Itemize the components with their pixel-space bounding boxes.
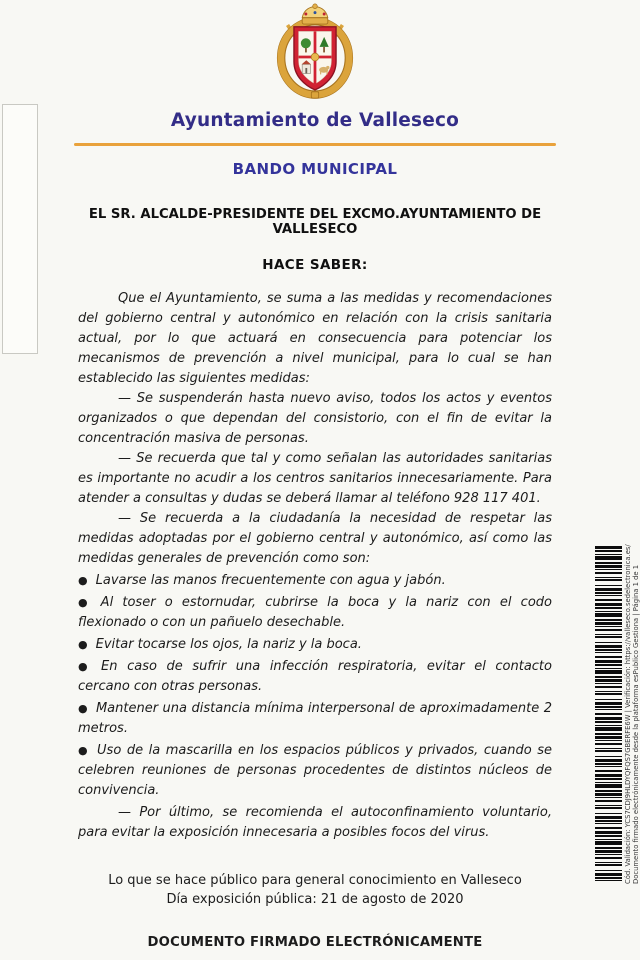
intro-paragraph: Que el Ayuntamiento, se suma a las medidas y recomendaciones del gobierno central y autonómico en relación con la crisis sanitaria actual, por lo que actuará en consecuencia para potenciar los mecanismos de prevención a nivel municipal, para lo cual se han establecido las siguientes medidas:: [78, 291, 552, 386]
bullet-text: En caso de sufrir una infección respiratoria, evitar el contacto cercano con otras personas.: [78, 659, 552, 694]
section-heading: BANDO MUNICIPAL: [232, 160, 398, 178]
salutation: HACE SABER:: [262, 257, 368, 273]
bullet-item-5: [78, 699, 552, 739]
bullet-text: Uso de la mascarilla en los espacios públicos y privados, cuando se celebren reuniones de personas procedentes de distintos núcleos de convivencia.: [78, 743, 552, 798]
page-title: Ayuntamiento de Valleseco: [170, 110, 460, 131]
bullet-item-2: [78, 593, 552, 633]
platform-text: Documento firmado electrónicamente desde la plataforma esPublico Gestiona | Página 1 de 1: [632, 564, 640, 884]
validation-code-text: Cód. Validación: YCS7CDJ9HLDYQFQS7GBERFE6W | Verificación: https://valleseco.sedelectronica.es/: [624, 544, 632, 884]
document-content: [78, 0, 552, 950]
stamp-box: [2, 104, 38, 354]
measure-paragraph-2: — Se recuerda que tal y como señalan las autoridades sanitarias es importante no acudir a los centros sanitarios innecesariamente. Para atender a consultas y dudas se deberá llamar al teléfono 928 117 401.: [78, 451, 552, 506]
coat-of-arms-icon: [269, 3, 361, 100]
bullet-item-4: [78, 657, 552, 697]
measure-paragraph-1: — Se suspenderán hasta nuevo aviso, todos los actos y eventos organizados o que dependan del consistorio, con el fin de evitar la concentración masiva de personas.: [78, 391, 552, 446]
bullet-text: Lavarse las manos frecuentemente con agua y jabón.: [95, 573, 446, 588]
subject-line: EL SR. ALCALDE-PRESIDENTE DEL EXCMO.AYUNTAMIENTO DE VALLESECO: [88, 207, 542, 237]
bullet-icon: ●: [78, 574, 88, 587]
barcode: [595, 546, 622, 884]
closing-line-2: Día exposición pública: 21 de agosto de 2020: [166, 892, 464, 907]
bullet-text: Mantener una distancia mínima interpersonal de aproximadamente 2 metros.: [78, 701, 552, 736]
bullet-icon: ●: [78, 638, 88, 651]
closing-line-1: Lo que se hace público para general conocimiento en Valleseco: [108, 873, 522, 888]
bullet-icon: ●: [78, 660, 94, 673]
side-validation-strip: [624, 546, 640, 884]
bullet-item-6: [78, 741, 552, 801]
bullet-item-1: [78, 571, 552, 591]
header-divider: [74, 143, 556, 146]
bullet-text: Al toser o estornudar, cubrirse la boca y la nariz con el codo flexionado o con un pañuelo desechable.: [78, 595, 552, 630]
signature-note: DOCUMENTO FIRMADO ELECTRÓNICAMENTE: [147, 935, 483, 950]
bullet-icon: ●: [78, 702, 88, 715]
measure-paragraph-3: — Se recuerda a la ciudadanía la necesidad de respetar las medidas adoptadas por el gobierno central y autonómico, así como las medidas generales de prevención como son:: [78, 511, 552, 566]
bullet-icon: ●: [78, 596, 93, 609]
bullet-text: Evitar tocarse los ojos, la nariz y la boca.: [95, 637, 362, 652]
final-measure-paragraph: — Por último, se recomienda el autoconfinamiento voluntario, para evitar la exposición innecesaria a posibles focos del virus.: [78, 805, 552, 840]
bullet-item-3: [78, 635, 552, 655]
bullet-icon: ●: [78, 744, 90, 757]
